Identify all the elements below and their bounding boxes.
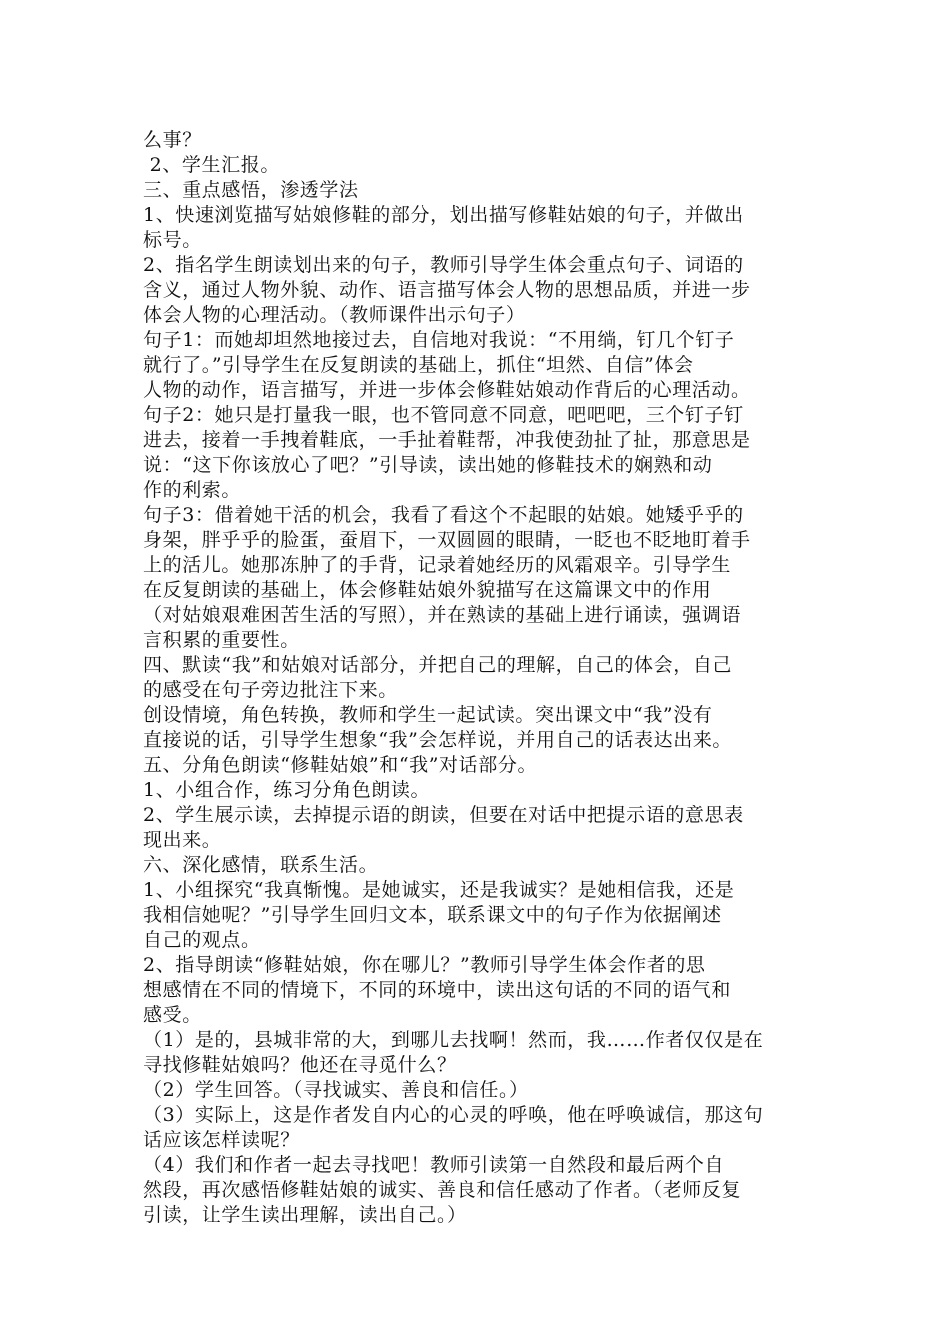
text-line-40: （3）实际上，这是作者发自内心的心灵的呼唤，他在呼唤诚信，那这句 <box>143 1104 764 1126</box>
text-line-7: 含义，通过人物外貌、动作、语言描写体会人物的思想品质，并进一步 <box>143 279 751 301</box>
text-line-35: 想感情在不同的情境下，不同的环境中，读出这句话的不同的语气和 <box>143 979 732 1001</box>
section-heading-3: 三、重点感悟，渗透学法 <box>143 179 359 201</box>
text-line-33: 自己的观点。 <box>143 929 261 951</box>
text-line-41: 话应该怎样读呢？ <box>143 1129 300 1151</box>
text-line-5: 标号。 <box>143 229 202 251</box>
text-line-24: 创设情境，角色转换，教师和学生一起试读。突出课文中“我”没有 <box>143 704 713 726</box>
text-line-42: （4）我们和作者一起去寻找吧！教师引读第一自然段和最后两个自 <box>143 1154 725 1176</box>
section-heading-5: 五、分角色朗读“修鞋姑娘”和“我”对话部分。 <box>143 754 538 776</box>
text-line-37: （1）是的，县城非常的大，到哪儿去找啊！然而，我……作者仅仅是在 <box>143 1029 764 1051</box>
text-line-9: 句子1：而她却坦然地接过去，自信地对我说：“不用绱，钉几个钉子 <box>143 329 735 351</box>
text-line-31: 1、小组探究“我真惭愧。是她诚实，还是我诚实？是她相信我，还是 <box>143 879 735 901</box>
text-line-27: 1、小组合作，练习分角色朗读。 <box>143 779 431 801</box>
text-line-38: 寻找修鞋姑娘吗？他还在寻觅什么？ <box>143 1054 457 1076</box>
text-line-12: 句子2：她只是打量我一眼，也不管同意不同意，吧吧吧，三个钉子钉 <box>143 404 744 426</box>
text-line-21: 言积累的重要性。 <box>143 629 300 651</box>
text-line-17: 身架，胖乎乎的脸蛋，蚕眉下，一双圆圆的眼睛，一眨也不眨地盯着手 <box>143 529 751 551</box>
text-line-29: 现出来。 <box>143 829 222 851</box>
text-line-2: 2、学生汇报。 <box>143 154 280 176</box>
text-line-6: 2、指名学生朗读划出来的句子，教师引导学生体会重点句子、词语的 <box>143 254 744 276</box>
text-line-19: 在反复朗读的基础上，体会修鞋姑娘外貌描写在这篇课文中的作用 <box>143 579 712 601</box>
text-line-15: 作的利索。 <box>143 479 242 501</box>
text-line-43: 然段，再次感悟修鞋姑娘的诚实、善良和信任感动了作者。（老师反复 <box>143 1179 742 1201</box>
text-line-8: 体会人物的心理活动。（教师课件出示句子） <box>143 304 526 326</box>
text-line-32: 我相信她呢？”引导学生回归文本，联系课文中的句子作为依据阐述 <box>143 904 722 926</box>
text-line-44: 引读，让学生读出理解，读出自己。） <box>143 1204 467 1226</box>
text-line-4: 1、快速浏览描写姑娘修鞋的部分，划出描写修鞋姑娘的句子，并做出 <box>143 204 744 226</box>
text-line-16: 句子3：借着她干活的机会，我看了看这个不起眼的姑娘。她矮乎乎的 <box>143 504 744 526</box>
text-line-20: （对姑娘艰难困苦生活的写照），并在熟读的基础上进行诵读，强调语 <box>143 604 742 626</box>
section-heading-6: 六、深化感情，联系生活。 <box>143 854 379 876</box>
text-line-13: 进去，接着一手拽着鞋底，一手扯着鞋帮，冲我使劲扯了扯，那意思是 <box>143 429 751 451</box>
text-line-1: 么事？ <box>143 129 202 151</box>
text-line-25: 直接说的话，引导学生想象“我”会怎样说，并用自己的话表达出来。 <box>143 729 733 751</box>
text-line-11: 人物的动作，语言描写，并进一步体会修鞋姑娘动作背后的心理活动。 <box>143 379 751 401</box>
text-line-34: 2、指导朗读“修鞋姑娘，你在哪儿？”教师引导学生体会作者的思 <box>143 954 706 976</box>
text-line-28: 2、学生展示读，去掉提示语的朗读，但要在对话中把提示语的意思表 <box>143 804 744 826</box>
text-line-36: 感受。 <box>143 1004 202 1026</box>
text-line-14: 说：“这下你该放心了吧？”引导读，读出她的修鞋技术的娴熟和动 <box>143 454 713 476</box>
document-body <box>143 128 815 1228</box>
text-line-10: 就行了。”引导学生在反复朗读的基础上，抓住“坦然、自信”体会 <box>143 354 694 376</box>
section-heading-4: 四、默读“我”和姑娘对话部分，并把自己的理解，自己的体会，自己 <box>143 654 733 676</box>
text-line-23: 的感受在句子旁边批注下来。 <box>143 679 398 701</box>
text-line-39: （2）学生回答。（寻找诚实、善良和信任。） <box>143 1079 529 1101</box>
text-line-18: 上的活儿。她那冻肿了的手背，记录着她经历的风霜艰辛。引导学生 <box>143 554 732 576</box>
